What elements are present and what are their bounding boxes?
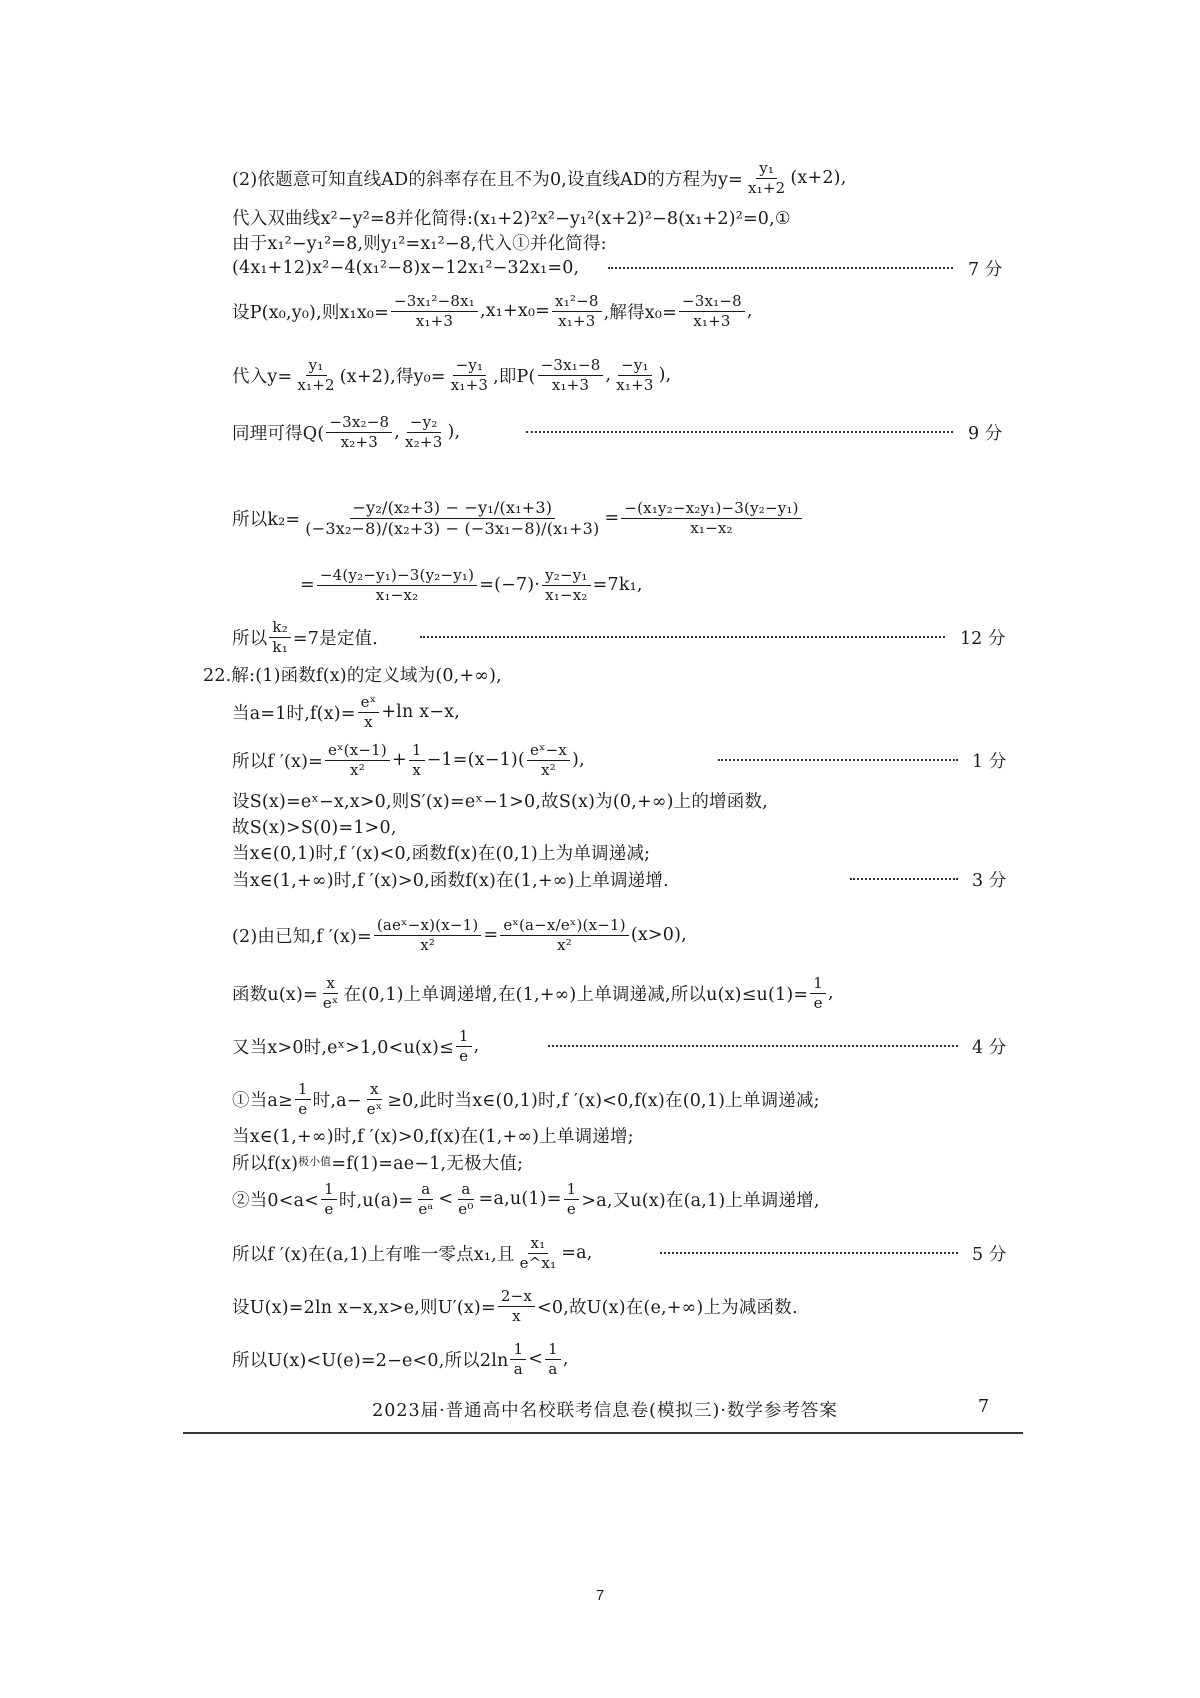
text-line: 所以U(x)<U(e)=2−e<0,所以2ln 1 a < 1 a ,: [232, 1339, 569, 1378]
text-line: 设S(x)=eˣ−x,x>0,则S′(x)=eˣ−1>0,故S(x)为(0,+∞)上的增函数,: [232, 791, 768, 812]
fraction: $\frac{\text{x₁²−8}}{\text{x₁+3}}$: [552, 294, 602, 329]
text-line: 又当x>0时,eˣ>1,0<u(x)≤ $\frac{1}{e}$ , 4 分: [0, 1023, 1200, 1069]
score-label: 3 分: [972, 870, 1007, 891]
fraction: (aeˣ−x)(x−1) x²: [374, 918, 482, 953]
score-label: 4 分: [972, 1037, 1007, 1058]
fraction: −y₂ x₂+3: [405, 412, 443, 451]
text-line: = $\frac{\text{−4(y₂−y₁)−3(y₂−y₁)}}{\text{x₁−x₂}}$ =(−7)· $\frac{\text{y₂−y₁}}{\text{x₁−x₂}}$ =7k₁,: [300, 565, 643, 604]
fraction: 1 e: [321, 1182, 337, 1217]
text-line: 所以f(x) 极小值 =f(1)=ae−1,无极大值;: [232, 1153, 524, 1174]
text-line: 当a=1时,f(x)= $\frac{\text{eˣ}}{x}$ +ln x−x,: [232, 692, 460, 731]
text-line: 函数u(x)= $\frac{x}{\text{eˣ}}$ 在(0,1)上单调递增,在(1,+∞)上单调递减,所以u(x)≤u(1)= $\frac{1}{e}$ ,: [232, 973, 834, 1012]
fraction: $\frac{\text{y₁}}{\text{x₁+2}}$: [297, 355, 335, 394]
text-line: 当x∈(0,1)时,f ′(x)<0,函数f(x)在(0,1)上为单调递减;: [232, 843, 651, 864]
fraction: $\frac{\text{k₂}}{\text{k₁}}$: [269, 620, 291, 655]
text-line: 故S(x)>S(0)=1>0,: [232, 817, 397, 838]
text-line: 同理可得Q( −3x₂−8 x₂+3 , −y₂ x₂+3 ), 9 分: [0, 409, 1200, 455]
fraction: $\frac{1}{e}$: [456, 1029, 472, 1064]
fraction: $\frac{1}{x}$: [409, 743, 425, 778]
text: 由于x₁²−y₁²=8,则y₁²=x₁²−8,代入①并化简得:: [232, 233, 607, 254]
text-line: 所以f ′(x)在(a,1)上有唯一零点x₁,且 $\frac{\text{x₁}}{\text{e\textasciicircum{}x₁}}$ =a, 5 分: [0, 1230, 1200, 1276]
fraction: $\frac{\text{−(x₁y₂−x₂y₁)−3(y₂−y₁)}}{\text{x₁−x₂}}$: [621, 501, 801, 536]
score-label: 7 分: [968, 259, 1003, 280]
score-label: 12 分: [960, 628, 1006, 649]
text: (2)依题意可知直线AD的斜率存在且不为0,设直线AD的方程为y=: [232, 169, 743, 190]
leader-dots: [548, 1045, 958, 1047]
text-line: 当x∈(1,+∞)时,f ′(x)>0,f(x)在(1,+∞)上单调递增;: [232, 1126, 634, 1147]
text-line: 所以f ′(x)= $\frac{\text{eˣ(x−1)}}{\text{x²}}$ + $\frac{1}{x}$ −1=(x−1)( eˣ−x x² ), 1 分: [0, 737, 1200, 783]
fraction: $\frac{1}{e}$: [295, 1082, 311, 1117]
fraction: $\frac{\text{−y₁}}{\text{x₁+3}}$: [450, 355, 489, 394]
fraction: $\frac{1}{e}$: [564, 1182, 580, 1217]
footer-page-number: 7: [978, 1397, 990, 1417]
fraction: $\frac{\text{−4(y₂−y₁)−3(y₂−y₁)}}{\text{x₁−x₂}}$: [317, 568, 477, 603]
fraction: $\frac{\text{y₂−y₁}}{\text{x₁−x₂}}$: [542, 568, 591, 603]
leader-dots: [608, 267, 953, 269]
fraction: $\frac{\text{eˣ(a−x/eˣ)(x−1)}}{\text{x²}}$: [500, 918, 628, 953]
score-label: 9 分: [968, 423, 1003, 444]
fraction: $\frac{\text{x₁}}{\text{e\textasciicircum{}x₁}}$: [519, 1233, 557, 1272]
text-line: 设U(x)=2ln x−x,x>e,则U′(x)= $\frac{2-x}{x}$ <0,故U(x)在(e,+∞)上为减函数.: [232, 1286, 798, 1325]
fraction: eˣ−x x²: [527, 743, 570, 778]
fraction: $\frac{x}{\text{eˣ}}$: [322, 973, 339, 1012]
fraction: 1 a: [510, 1342, 526, 1377]
fraction: 1 a: [545, 1342, 561, 1377]
footer-rule: [183, 1432, 1023, 1434]
fraction: $\frac{x}{\text{eˣ}}$: [366, 1079, 383, 1118]
score-label: 5 分: [972, 1244, 1007, 1265]
complex-fraction: $\frac{\text{−y₂/(x₂+3) − −y₁/(x₁+3)}}{\text{(−3x₂−8)/(x₂+3) − (−3x₁−8)/(x₁+3)}}$: [305, 497, 600, 538]
text-line: 所以 $\frac{\text{k₂}}{\text{k₁}}$ =7是定值. 12 分: [0, 614, 1200, 660]
text-line: [0, 245, 1200, 291]
page-number: 7: [595, 1587, 605, 1604]
fraction: $\frac{\text{−3x₁−8}}{\text{x₁+3}}$: [679, 294, 745, 329]
leader-dots: [718, 759, 958, 761]
text: (x+2),: [790, 168, 847, 188]
text: (4x₁+12)x²−4(x₁²−8)x−12x₁²−32x₁=0,: [232, 258, 580, 278]
leader-dots: [850, 878, 958, 880]
leader-dots: [660, 1252, 958, 1254]
fraction: $\frac{\text{y₁}}{\text{x₁+2}}$: [747, 158, 786, 197]
footer-title: 2023届·普通高中名校联考信息卷(模拟三)·数学参考答案: [372, 1401, 838, 1421]
fraction: $\frac{a}{\text{eᵃ}}$: [418, 1179, 434, 1218]
fraction: $\frac{\text{eˣ(x−1)}}{\text{x²}}$: [325, 743, 390, 778]
fraction: −3x₂−8 x₂+3: [326, 415, 392, 450]
text-line: 所以k₂= $\frac{\text{−y₂/(x₂+3) − −y₁/(x₁+3)}}{\text{(−3x₂−8)/(x₂+3) − (−3x₁−8)/(x₁+3)}}$ = $\frac{\text{−(x₁y₂−x₂y₁)−3(y₂−y₁)}}{\text{x₁−x₂}}$: [0, 478, 1200, 558]
fraction: $\frac{2-x}{x}$: [498, 1289, 535, 1324]
leader-dots: [526, 431, 953, 433]
fraction: $\frac{1}{e}$: [810, 976, 826, 1011]
text-line: 当x∈(1,+∞)时,f ′(x)>0,函数f(x)在(1,+∞)上单调递增. 3 分: [0, 856, 1200, 902]
fraction: −3x₁−8 x₁+3: [538, 358, 604, 393]
text-line: 代入y= $\frac{\text{y₁}}{\text{x₁+2}}$ (x+2),得y₀= $\frac{\text{−y₁}}{\text{x₁+3}}$ ,即P( −3x₁−8 x₁+3 , −y₁ x₁+3 ),: [232, 355, 672, 394]
fraction: $\frac{a}{\text{e⁰}}$: [458, 1179, 474, 1218]
fraction: $\frac{\text{−3x₁²−8x₁}}{\text{x₁+3}}$: [391, 294, 478, 329]
text-line: 设P(x₀,y₀),则x₁x₀= $\frac{\text{−3x₁²−8x₁}}{\text{x₁+3}}$ ,x₁+x₀= $\frac{\text{x₁²−8}}{\text{x₁+3}}$ ,解得x₀= $\frac{\text{−3x₁−8}}{\text{x₁+3}}$ ,: [232, 291, 753, 330]
score-label: 1 分: [972, 751, 1007, 772]
text-line: ①当a≥ $\frac{1}{e}$ 时,a− $\frac{x}{\text{eˣ}}$ ≥0,此时当x∈(0,1)时,f ′(x)<0,f(x)在(0,1)上单调递减;: [232, 1079, 820, 1118]
question-heading: 22.解:(1)函数f(x)的定义域为(0,+∞),: [203, 665, 502, 686]
fraction: $\frac{\text{eˣ}}{x}$: [358, 695, 380, 730]
fraction: −y₁ x₁+3: [616, 355, 654, 394]
text-line: ②当0<a< 1 e 时,u(a)= $\frac{a}{\text{eᵃ}}$ < $\frac{a}{\text{e⁰}}$ =a,u(1)= $\frac{1}{e}$ >a,又u(x)在(a,1)上单调递增,: [232, 1179, 820, 1218]
text: 代入双曲线x²−y²=8并化简得:(x₁+2)²x²−y₁²(x+2)²−8(x₁+2)²=0,①: [232, 208, 791, 229]
leader-dots: [420, 636, 945, 638]
text-line: (2)由已知,f ′(x)= (aeˣ−x)(x−1) x² = $\frac{\text{eˣ(a−x/eˣ)(x−1)}}{\text{x²}}$ (x>0),: [232, 915, 687, 954]
